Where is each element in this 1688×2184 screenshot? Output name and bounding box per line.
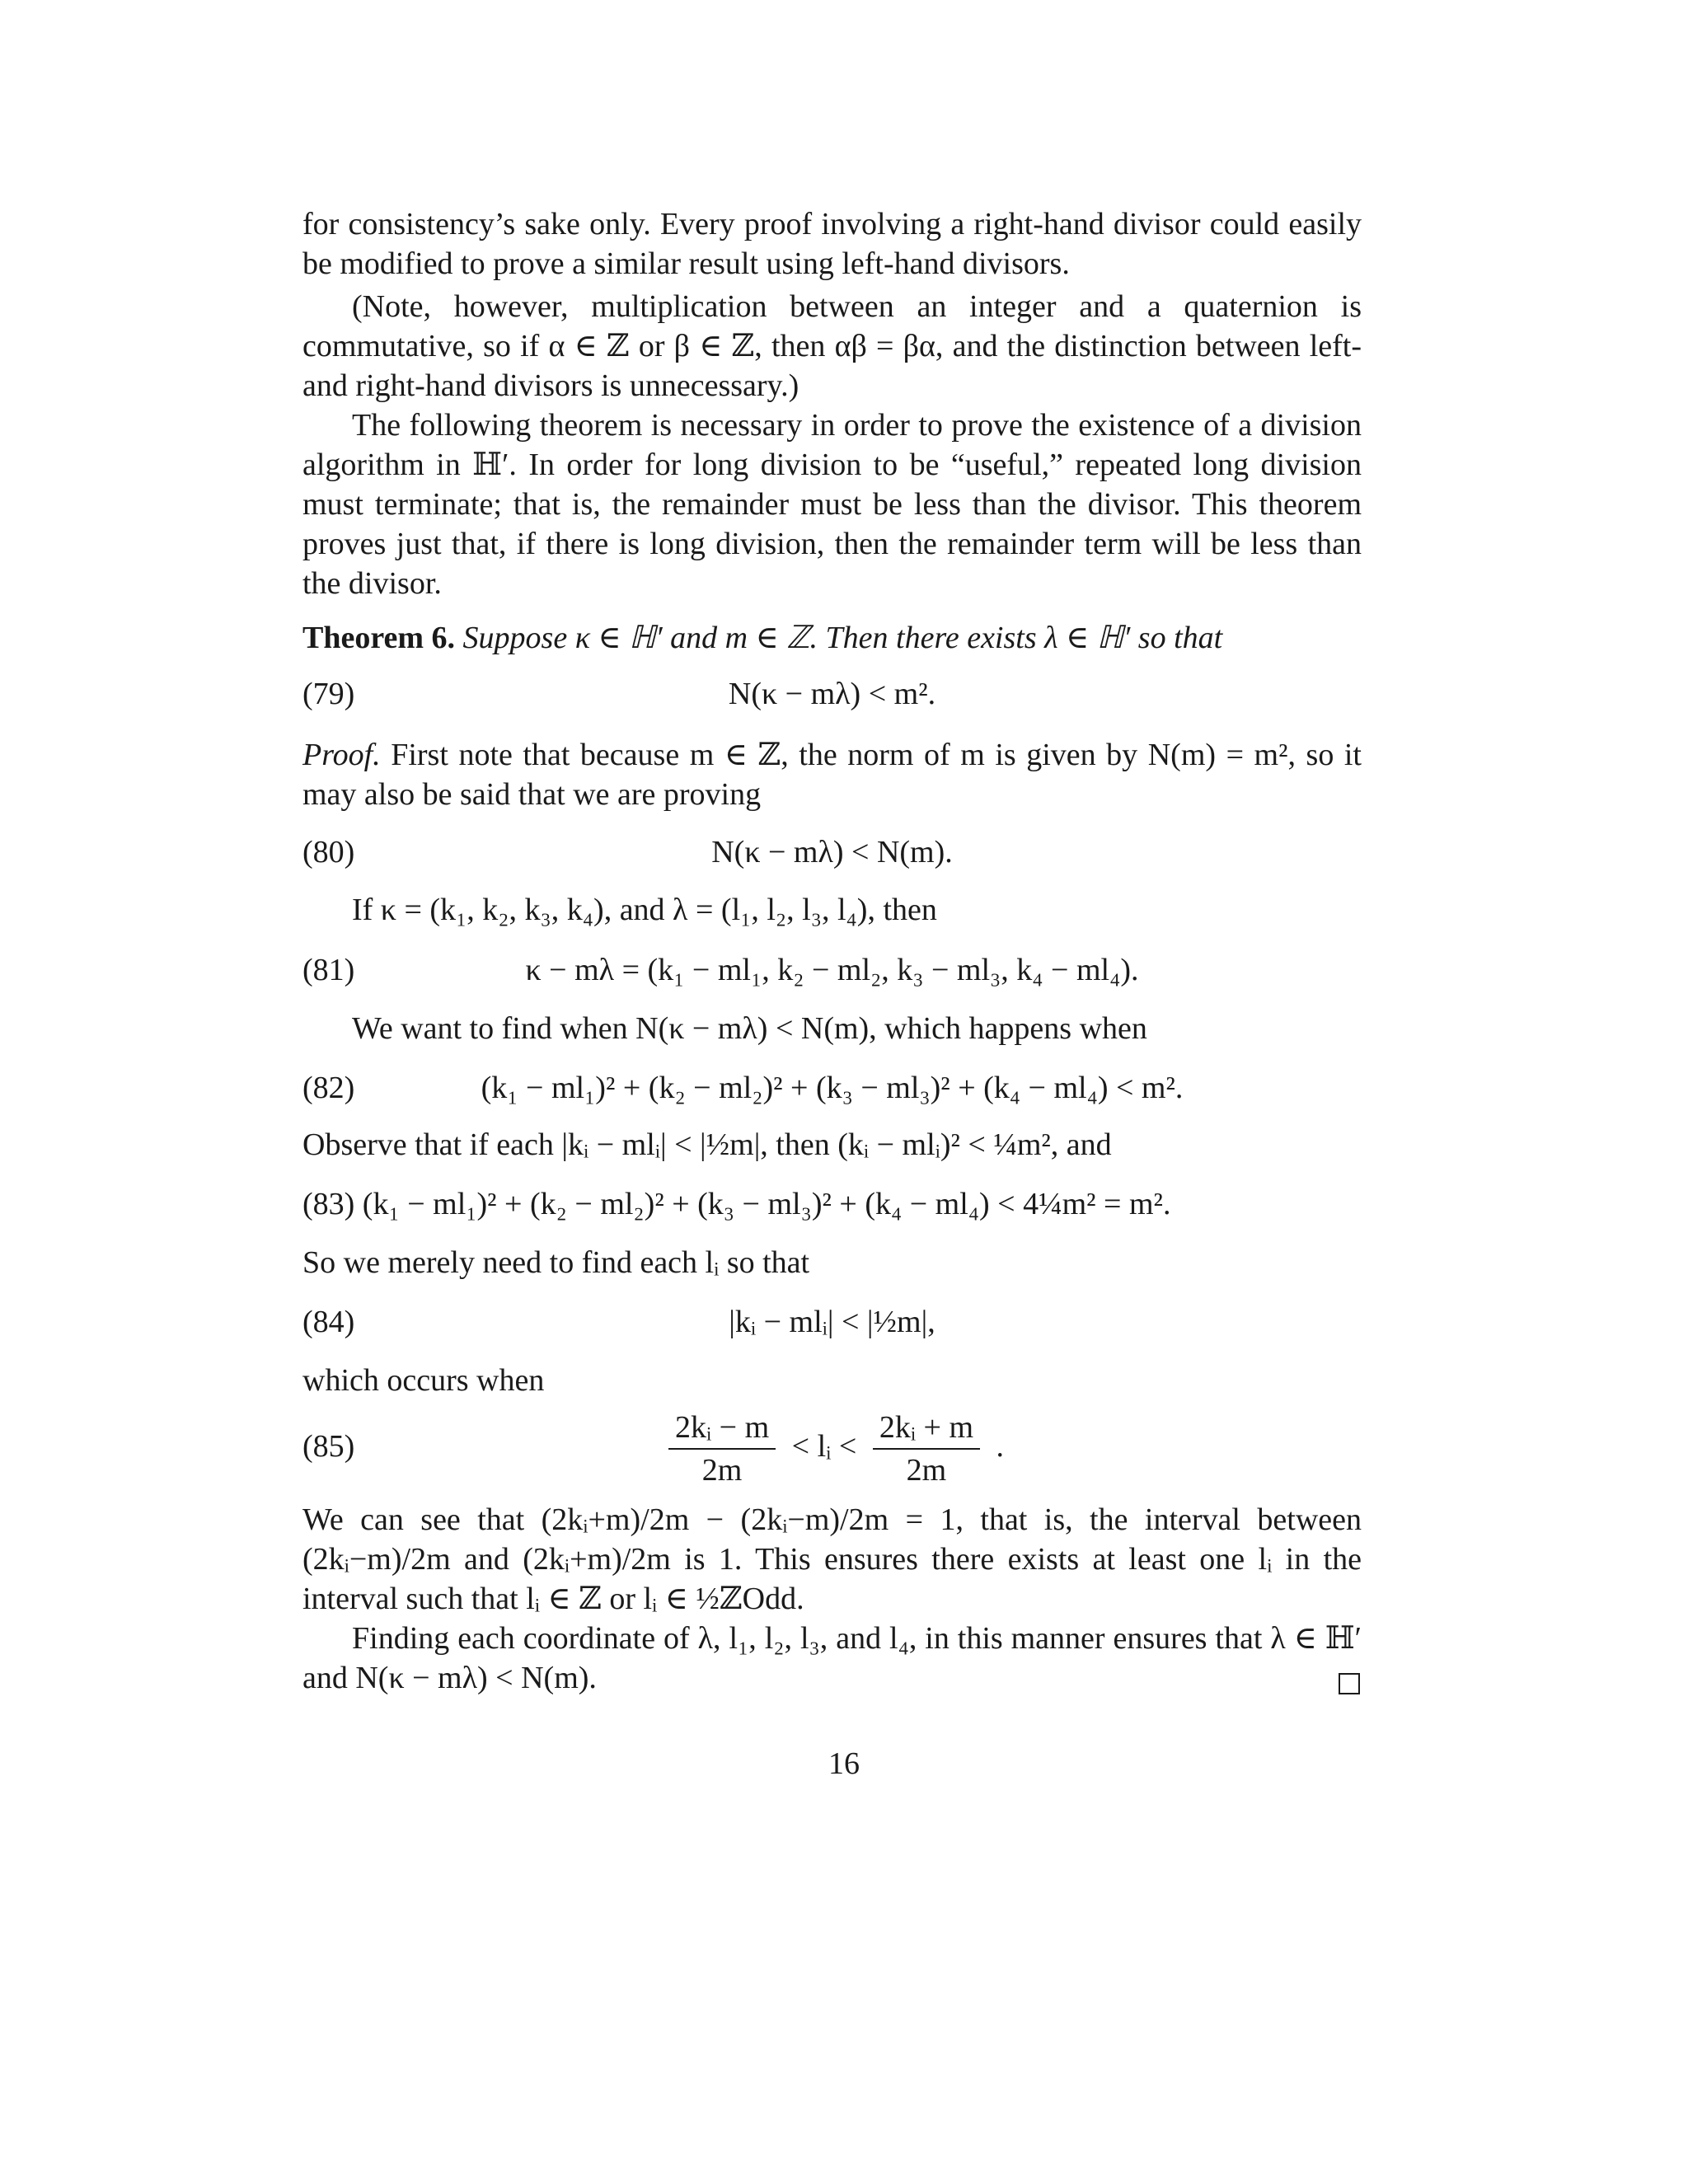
equation-number: (82)	[302, 1071, 355, 1105]
paragraph-theorem-intro: The following theorem is necessary in order to prove the existence of a division algorithm in ℍ′. In order for long division to be “useful,” repeated long division must terminate; that is, the remainder must be less than the divisor. This theorem proves just that, if there is long division, then the remainder term will be less than the divisor.	[302, 408, 1362, 601]
fraction-numerator: 2kᵢ − m	[668, 1407, 776, 1450]
equation-82	[302, 1068, 1362, 1108]
equation-84	[302, 1302, 1362, 1342]
theorem-body: Suppose κ ∈ ℍ′ and m ∈ ℤ. Then there exists λ ∈ ℍ′ so that	[462, 621, 1223, 655]
fraction-denominator: 2m	[701, 1453, 743, 1488]
equation-83	[302, 1184, 1362, 1224]
equation-body	[302, 1401, 1362, 1492]
proof-paragraph	[302, 735, 1362, 814]
paragraph-we-can-see: We can see that (2kᵢ+m)/2m − (2kᵢ−m)/2m = 1, that is, the interval between (2kᵢ−m)/2m and (2kᵢ+m)/2m is 1. This ensures there exists at least one lᵢ in the interval such that lᵢ ∈ ℤ or lᵢ ∈ ½ℤOdd.	[302, 1502, 1362, 1616]
equation-80	[302, 832, 1362, 872]
equation-number: (79)	[302, 677, 355, 711]
equation-body: N(κ − mλ) < N(m).	[711, 835, 953, 869]
equation-85	[302, 1401, 1362, 1492]
paragraph-we-want: We want to find when N(κ − mλ) < N(m), which happens when	[352, 1011, 1147, 1046]
equation-number: (80)	[302, 835, 355, 869]
equation-number: (85)	[302, 1429, 355, 1464]
paragraph-so-we: So we merely need to find each lᵢ so that	[302, 1245, 810, 1280]
paragraph-which-occurs: which occurs when	[302, 1363, 545, 1398]
paragraph-consistency: for consistency’s sake only. Every proof involving a right-hand divisor could easily be modified to prove a similar result using left-hand divisors.	[302, 207, 1362, 281]
proof-text: First note that because m ∈ ℤ, the norm of m is given by N(m) = m², so it may also be said that we are proving	[302, 738, 1362, 812]
equation-body: (k₁ − ml₁)² + (k₂ − ml₂)² + (k₃ − ml₃)² + (k₄ − ml₄) < m².	[481, 1071, 1184, 1105]
inequality-middle: < lᵢ <	[791, 1429, 857, 1464]
equation-period: .	[996, 1429, 1005, 1464]
equation-79	[302, 674, 1362, 714]
theorem-heading: Theorem 6.	[302, 621, 456, 655]
paragraph-if-kappa: If κ = (k₁, k₂, k₃, k₄), and λ = (l₁, l₂, l₃, l₄), then	[352, 893, 937, 927]
fraction-upper-bound	[873, 1407, 980, 1491]
paragraph-observe: Observe that if each |kᵢ − mlᵢ| < |½m|, then (kᵢ − mlᵢ)² < ¼m², and	[302, 1127, 1112, 1162]
page-number: 16	[828, 1746, 860, 1781]
equation-body: (83) (k₁ − ml₁)² + (k₂ − ml₂)² + (k₃ − ml₃)² + (k₄ − ml₄) < 4¼m² = m².	[302, 1187, 1171, 1221]
equation-body: |kᵢ − mlᵢ| < |½m|,	[729, 1305, 935, 1339]
fraction-numerator: 2kᵢ + m	[873, 1407, 980, 1450]
equation-number: (81)	[302, 953, 355, 987]
equation-body: κ − mλ = (k₁ − ml₁, k₂ − ml₂, k₃ − ml₃, k₄ − ml₄).	[525, 953, 1139, 987]
fraction-lower-bound	[668, 1407, 776, 1491]
paragraph-note: (Note, however, multiplication between an integer and a quaternion is commutative, so if α ∈ ℤ or β ∈ ℤ, then αβ = βα, and the distinction between left- and right-hand divisors is unnecessary.)	[302, 289, 1362, 403]
qed-square-icon	[1339, 1673, 1360, 1694]
paragraph-finding: Finding each coordinate of λ, l₁, l₂, l₃, and l₄, in this manner ensures that λ ∈ ℍ′ and N(κ − mλ) < N(m).	[302, 1621, 1362, 1695]
equation-81	[302, 950, 1362, 990]
proof-heading: Proof.	[302, 738, 381, 772]
equation-body: N(κ − mλ) < m².	[728, 677, 936, 711]
equation-number: (84)	[302, 1305, 355, 1339]
fraction-denominator: 2m	[906, 1453, 947, 1488]
theorem-statement	[302, 618, 1362, 658]
